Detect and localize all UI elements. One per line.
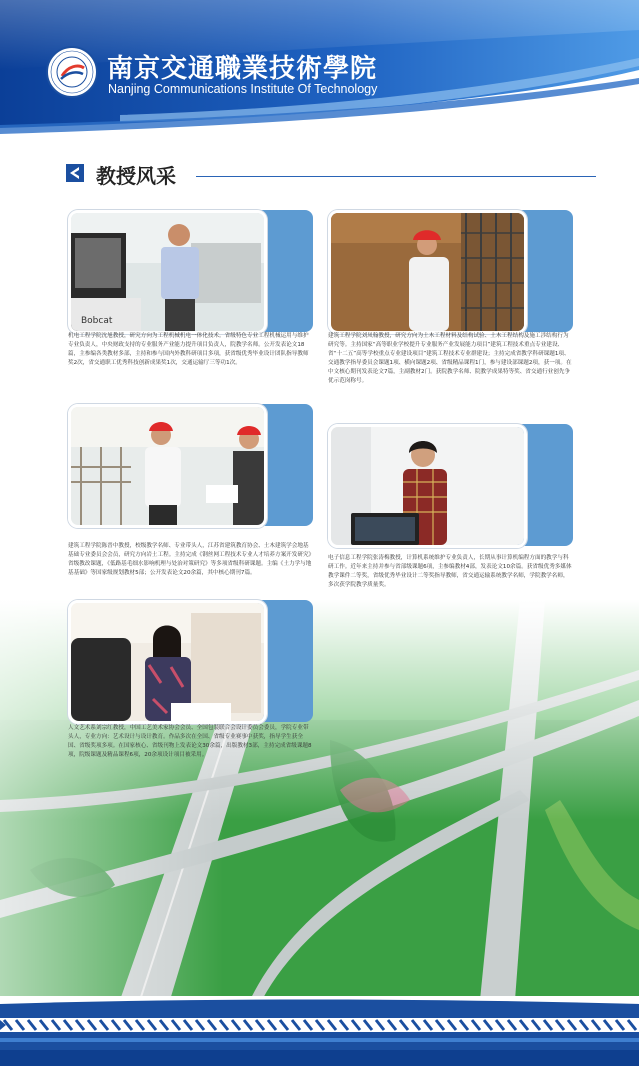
profile-photo (328, 210, 527, 334)
profile-photo (68, 404, 267, 528)
profile-description: 建筑工程学院陈晋中教授，校级教学名师、专业带头人，江苏省建筑教育协会、土木建筑学会地基基础专业委员会会员，研究方向岩土工程。主持完成《钢丝网工程技术专业人才培养方案开发研究》省级教改课题，《低路基毛细水影响机理与处治对策研究》等多项省级科研课题。主编《土力学与地基基础》等国家级规划教材5部；公开发表论文20余篇，其中核心期刊7篇。 (68, 543, 312, 576)
header-banner (0, 0, 639, 140)
section-divider (196, 176, 596, 177)
profile-card (328, 210, 576, 400)
section-header (66, 160, 586, 190)
chevron-left-icon (66, 164, 84, 182)
profile-photo (328, 424, 527, 548)
svg-text:Bobcat: Bobcat (81, 316, 113, 326)
profile-card (68, 404, 313, 594)
school-logo (46, 46, 98, 98)
profile-description: 人文艺术系刘宗红教授，中国工艺美术家协会会员、全国包装联合会设计委员会委员，学院专业带头人，专业方向：艺术设计与设计教育。作品多次在全国、省级专业赛事中获奖，指导学生获全国、省级奖项多项。在国家核心、省级刊物上发表论文30余篇，出版教材3部，主持完成省级课题8项，院级课题及精品课程6项，20余项设计项目被采用。 (68, 725, 312, 758)
profile-card (328, 424, 576, 604)
profile-card (68, 210, 313, 390)
profile-photo (68, 600, 267, 724)
school-name-cn: 南京交通職業技術學院 (107, 54, 378, 84)
profile-description: 电子信息工程学院张涛梅教授，计算机系统维护专业负责人，长期从事计算机编程方面的教学与科研工作。近年来主持并参与省部级课题6项，主参编教材4部，发表论文10余篇。获省级优秀多媒体教学课件二等奖，省级优秀毕业设计二等奖指导教师，省交通运输系统教学名师，学院教学名师，多次获学院教学质量奖。 (328, 555, 572, 588)
school-name-en: Nanjing Communications Institute Of Technology (108, 82, 378, 96)
footer-band (0, 996, 639, 1066)
section-title: 教授风采 (96, 164, 176, 188)
profile-description: 建筑工程学院刘凤翰教授，研究方向为土木工程材料及结构试验、土木工程结构及施工涉结构行为研究等。主持国家“高等职业学校提升专业服务产业发展能力项目”建筑工程技术重点专业建设、省“十二五”高等学校重点专业建设项目”建筑工程技术专业群建设；主持完成省教学科研课题1项、交通教学指导委员会课题1项、横向课题2项、省级精品课程1门，参与建设部课题2项，获一项。在中文核心期刊发表论文7篇，主副教材2门。获院教学名师、院教学成果特等奖、省交通行业创先争优示范岗称号。 (328, 333, 572, 384)
profile-card (68, 600, 313, 780)
profile-photo (68, 210, 267, 334)
profile-description: 机电工程学院沈旭教授，研究方向为工程机械机电一体化技术。省级特色专业工程机械运用与维护专业负责人，中央财政支持的专业服务产业能力提升项目负责人，院教学名师。公开发表论文18篇，主参编各类教材多部，主持和参与国内外教科研项目多项，获省级优秀毕业设计团队指导教师奖2次，省交通职工优秀科技创新成果奖1次，交通运输厅三等功1次。 (68, 333, 309, 366)
